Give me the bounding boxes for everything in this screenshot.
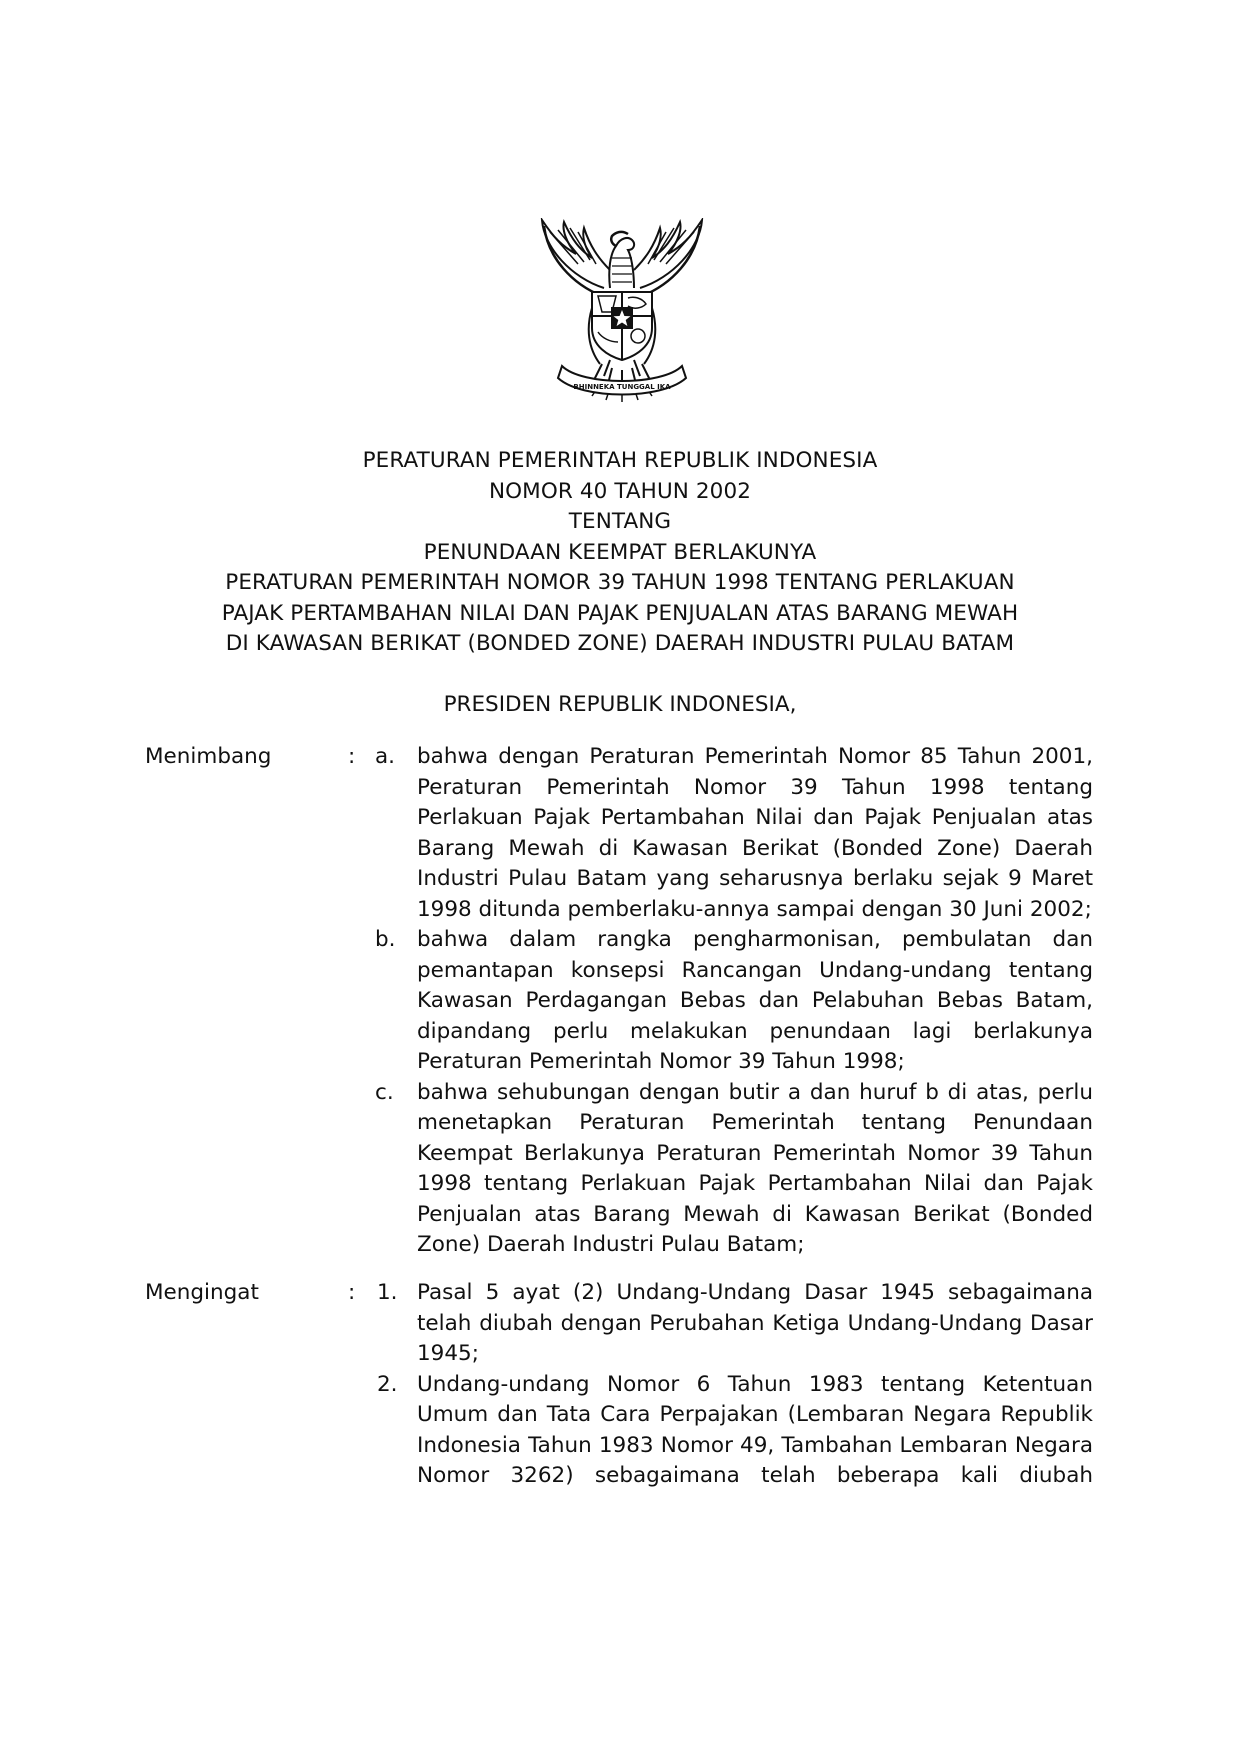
document-title (140, 446, 1100, 660)
mengingat-section (145, 1278, 1105, 1492)
item-marker: 1. (377, 1280, 398, 1305)
item-text: Pasal 5 ayat (2) Undang-Undang Dasar 1945 sebagaimana telah diubah dengan Perubahan Ketiga Undang-Undang Dasar 1945; (417, 1280, 1093, 1366)
list-item (145, 1278, 1105, 1370)
title-line: TENTANG (568, 509, 672, 534)
emblem-motto: BHINNEKA TUNGGAL IKA (573, 383, 671, 391)
list-item (145, 742, 1105, 925)
item-text: Undang-undang Nomor 6 Tahun 1983 tentang Ketentuan Umum dan Tata Cara Perpajakan (Lembaran Negara Republik Indonesia Tahun 1983 Nomor 49, Tambahan Lembaran Negara Nomor 3262) sebagaimana telah beberapa kali diubah (417, 1371, 1093, 1488)
item-text: bahwa sehubungan dengan butir a dan huruf b di atas, perlu menetapkan Peraturan Pemerintah tentang Penundaan Keempat Berlakunya Peraturan Pemerintah Nomor 39 Tahun 1998 tentang Perlakuan Pajak Pertambahan Nilai dan Pajak Penjualan atas Barang Mewah di Kawasan Berikat (Bonded Zone) Daerah Industri Pulau Batam; (417, 1079, 1093, 1257)
title-line: PERATURAN PEMERINTAH NOMOR 39 TAHUN 1998 TENTANG PERLAKUAN (225, 570, 1015, 595)
item-marker: b. (375, 927, 396, 952)
section-label: Menimbang (145, 744, 272, 769)
president-heading: PRESIDEN REPUBLIK INDONESIA, (443, 692, 797, 717)
list-item (145, 925, 1105, 1078)
item-marker: a. (375, 744, 396, 769)
item-text: bahwa dalam rangka pengharmonisan, pembulatan dan pemantapan konsepsi Rancangan Undang-undang tentang Kawasan Perdagangan Bebas dan Pelabuhan Bebas Batam, dipandang perlu melakukan penundaan lagi berlakunya Peraturan Pemerintah Nomor 39 Tahun 1998; (417, 927, 1093, 1074)
list-item (145, 1078, 1105, 1261)
section-colon: : (348, 1280, 356, 1305)
title-line: PENUNDAAN KEEMPAT BERLAKUNYA (423, 539, 817, 565)
title-line: DI KAWASAN BERIKAT (BONDED ZONE) DAERAH INDUSTRI PULAU BATAM (225, 631, 1015, 656)
title-line: PERATURAN PEMERINTAH REPUBLIK INDONESIA (362, 448, 878, 473)
title-line: PAJAK PERTAMBAHAN NILAI DAN PAJAK PENJUALAN ATAS BARANG MEWAH (221, 600, 1019, 626)
menimbang-section (145, 742, 1105, 1261)
list-item (145, 1370, 1105, 1492)
section-label: Mengingat (145, 1280, 259, 1305)
section-colon: : (348, 744, 356, 769)
garuda-emblem (532, 218, 712, 414)
item-text: bahwa dengan Peraturan Pemerintah Nomor 85 Tahun 2001, Peraturan Pemerintah Nomor 39 Tahun 1998 tentang Perlakuan Pajak Pertambahan Nilai dan Pajak Penjualan atas Barang Mewah di Kawasan Berikat (Bonded Zone) Daerah Industri Pulau Batam yang seharusnya berlaku sejak 9 Maret 1998 ditunda pemberlaku-annya sampai dengan 30 Juni 2002; (417, 744, 1093, 922)
title-line: NOMOR 40 TAHUN 2002 (488, 478, 752, 504)
item-marker: c. (375, 1079, 394, 1105)
item-marker: 2. (377, 1371, 398, 1397)
